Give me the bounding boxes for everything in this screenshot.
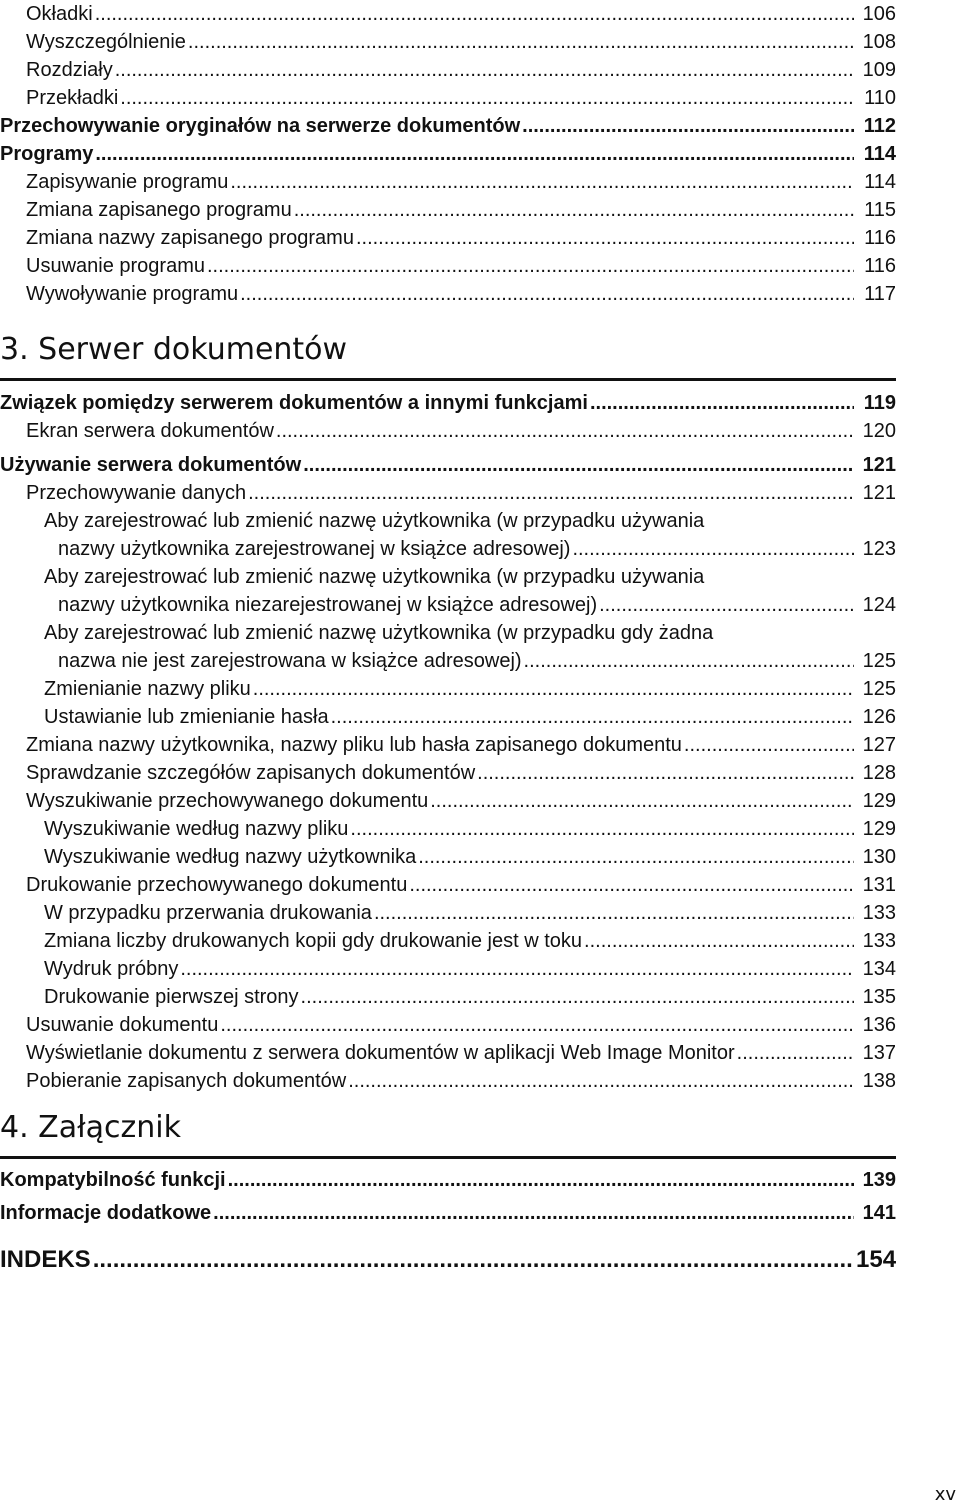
toc-entry-title: Zmiana nazwy zapisanego programu <box>26 227 354 249</box>
toc-entry-title: Wyszukiwanie według nazwy pliku <box>44 818 349 840</box>
toc-entry-page: 133 <box>862 902 896 924</box>
toc-entry[interactable] <box>0 0 896 28</box>
toc-entry[interactable] <box>0 1067 896 1095</box>
toc-entry-title: Zmiana zapisanego programu <box>26 199 292 221</box>
toc-entry[interactable] <box>0 280 896 308</box>
toc-entry[interactable] <box>0 815 896 843</box>
toc-entry-page: 133 <box>862 930 896 952</box>
toc-entry-title: Wyświetlanie dokumentu z serwera dokumentów w aplikacji Web Image Monitor <box>26 1042 735 1064</box>
toc-entry-title: Przekładki <box>26 87 119 109</box>
toc-entry-title: Okładki <box>26 3 93 25</box>
toc-entry-page: 110 <box>864 87 896 109</box>
toc-entry[interactable] <box>0 112 896 140</box>
toc-entry-page: 123 <box>862 538 896 560</box>
toc-entry-title: Informacje dodatkowe <box>0 1202 212 1224</box>
toc-entry-title: Pobieranie zapisanych dokumentów <box>26 1070 347 1092</box>
chapter-rule <box>0 1156 896 1159</box>
toc-entry-title: Usuwanie dokumentu <box>26 1014 219 1036</box>
toc-entry[interactable] <box>0 843 896 871</box>
toc-entry[interactable] <box>0 983 896 1011</box>
toc-entry-page: 138 <box>862 1070 896 1092</box>
chapter-rule <box>0 378 896 381</box>
toc-entry[interactable] <box>0 56 896 84</box>
toc-entry[interactable] <box>0 451 896 479</box>
toc-entry[interactable] <box>0 1039 896 1067</box>
toc-entry[interactable] <box>0 252 896 280</box>
toc-entry-title: Drukowanie przechowywanego dokumentu <box>26 874 408 896</box>
toc-entry[interactable] <box>0 168 896 196</box>
toc-entry-page: 135 <box>862 986 896 1008</box>
toc-entry[interactable] <box>0 731 896 759</box>
toc-entry-page: 134 <box>862 958 896 980</box>
toc-entry-title: Ustawianie lub zmienianie hasła <box>44 706 329 728</box>
toc-entry-title: Zmienianie nazwy pliku <box>44 678 251 700</box>
toc-entry[interactable] <box>0 140 896 168</box>
toc-entry[interactable] <box>0 703 896 731</box>
toc-entry-page: 114 <box>863 143 896 165</box>
toc-entry[interactable] <box>0 955 896 983</box>
toc-entry-title: nazwy użytkownika niezarejestrowanej w książce adresowej) <box>58 594 598 616</box>
toc-entry-page: 120 <box>862 420 896 442</box>
toc-entry[interactable] <box>0 84 896 112</box>
toc-entry-page: 112 <box>863 115 896 137</box>
toc-entry[interactable] <box>0 647 896 675</box>
toc-entry-page: 115 <box>864 199 896 221</box>
toc-entry[interactable] <box>0 759 896 787</box>
page-number: xv <box>934 1484 956 1505</box>
toc-entry-page: 109 <box>862 59 896 81</box>
chapter-heading: 4. Załącznik <box>0 1110 181 1145</box>
toc-entry-title: nazwy użytkownika zarejestrowanej w książce adresowej) <box>58 538 571 560</box>
toc-entry-page: 121 <box>862 454 896 476</box>
toc-entry-page: 114 <box>864 171 896 193</box>
toc-entry[interactable] <box>0 899 896 927</box>
toc-entry[interactable] <box>0 927 896 955</box>
toc-entry-page: 108 <box>862 31 896 53</box>
toc-entry-page: 121 <box>862 482 896 504</box>
toc-entry[interactable] <box>0 535 896 563</box>
toc-entry[interactable] <box>0 224 896 252</box>
toc-entry-title: Przechowywanie danych <box>26 482 247 504</box>
toc-entry-title: Zmiana liczby drukowanych kopii gdy drukowanie jest w toku <box>44 930 583 952</box>
toc-entry-title: Aby zarejestrować lub zmienić nazwę użytkownika (w przypadku używania <box>44 510 705 532</box>
toc-entry-title: Ekran serwera dokumentów <box>26 420 274 442</box>
toc-entry[interactable] <box>0 787 896 815</box>
toc-entry-page: 131 <box>862 874 896 896</box>
toc-entry-page: 136 <box>862 1014 896 1036</box>
toc-entry-page: 126 <box>862 706 896 728</box>
toc-entry[interactable] <box>0 1011 896 1039</box>
toc-entry-title: Wydruk próbny <box>44 958 179 980</box>
toc-entry-title: Aby zarejestrować lub zmienić nazwę użytkownika (w przypadku gdy żadna <box>44 622 714 644</box>
toc-entry-title: Wyszukiwanie przechowywanego dokumentu <box>26 790 429 812</box>
toc-entry-page: 125 <box>862 678 896 700</box>
toc-entry-title: Programy <box>0 143 94 165</box>
toc-entry-title: Przechowywanie oryginałów na serwerze dokumentów <box>0 115 521 137</box>
toc-entry-index[interactable] <box>0 1243 896 1277</box>
toc-entry[interactable] <box>0 196 896 224</box>
toc-entry-title: Związek pomiędzy serwerem dokumentów a innymi funkcjami <box>0 392 588 414</box>
toc-entry[interactable] <box>0 389 896 417</box>
toc-entry[interactable] <box>0 675 896 703</box>
toc-entry-page: 116 <box>864 227 896 249</box>
toc-entry-title: Drukowanie pierwszej strony <box>44 986 299 1008</box>
toc-entry-title: Sprawdzanie szczegółów zapisanych dokumentów <box>26 762 476 784</box>
toc-entry-title: Wyszukiwanie według nazwy użytkownika <box>44 846 417 868</box>
toc-entry-title: Używanie serwera dokumentów <box>0 454 302 476</box>
toc-entry[interactable] <box>0 1166 896 1194</box>
toc-entry-title: INDEKS <box>0 1246 91 1273</box>
toc-entry-page: 116 <box>864 255 896 277</box>
toc-entry-title: nazwa nie jest zarejestrowana w książce adresowej) <box>58 650 522 672</box>
toc-entry-title: Aby zarejestrować lub zmienić nazwę użytkownika (w przypadku używania <box>44 566 705 588</box>
toc-entry-page: 139 <box>862 1169 896 1191</box>
toc-entry-title: Zapisywanie programu <box>26 171 229 193</box>
toc-entry[interactable] <box>0 871 896 899</box>
toc-entry-title: Zmiana nazwy użytkownika, nazwy pliku lub hasła zapisanego dokumentu <box>26 734 682 756</box>
toc-entry-page: 128 <box>862 762 896 784</box>
toc-entry-title: Usuwanie programu <box>26 255 205 277</box>
toc-entry-title: Wyszczególnienie <box>26 31 186 53</box>
toc-entry-page: 141 <box>862 1202 896 1224</box>
toc-entry-page: 127 <box>862 734 896 756</box>
chapter-heading: 3. Serwer dokumentów <box>0 332 348 367</box>
toc-entry[interactable] <box>0 591 896 619</box>
toc-entry-title: Rozdziały <box>26 59 113 81</box>
toc-entry-page: 154 <box>856 1246 897 1273</box>
toc-entry-page: 129 <box>862 818 896 840</box>
toc-entry-title: Kompatybilność funkcji <box>0 1169 226 1191</box>
toc-entry-title: W przypadku przerwania drukowania <box>44 902 372 924</box>
toc-entry[interactable] <box>0 1199 896 1227</box>
toc-entry-page: 124 <box>862 594 896 616</box>
toc-entry-page: 129 <box>862 790 896 812</box>
toc-entry[interactable] <box>0 479 896 507</box>
toc-entry[interactable] <box>0 417 896 445</box>
toc-entry-title: Wywoływanie programu <box>26 283 239 305</box>
toc-entry-page: 119 <box>863 392 896 414</box>
toc-entry-page: 130 <box>862 846 896 868</box>
toc-entry[interactable] <box>0 28 896 56</box>
toc-entry-page: 106 <box>862 3 896 25</box>
toc-entry-page: 125 <box>862 650 896 672</box>
toc-entry-page: 137 <box>862 1042 896 1064</box>
toc-entry-page: 117 <box>864 283 896 305</box>
